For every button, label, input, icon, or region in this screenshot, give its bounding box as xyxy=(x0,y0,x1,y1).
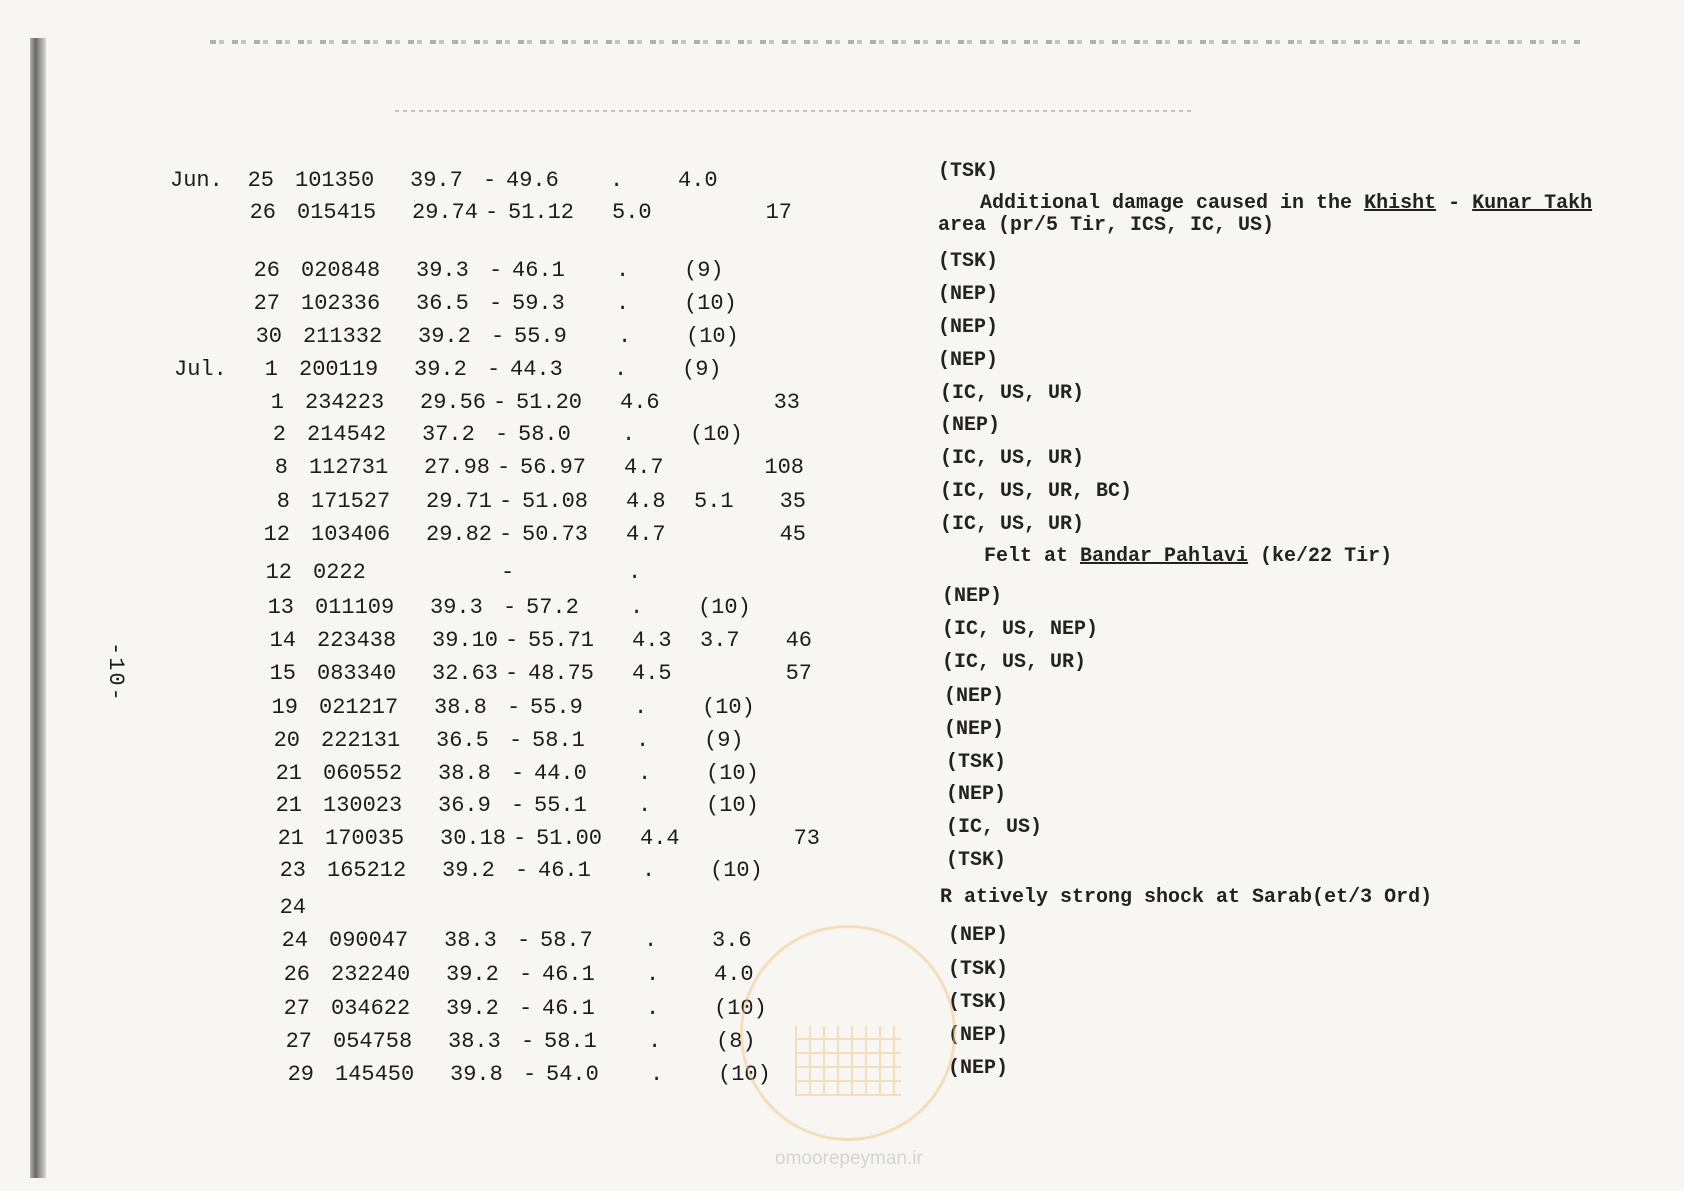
cell-lon: 58.7 xyxy=(540,928,593,953)
cell-day: 19 xyxy=(271,695,298,720)
cell-dash: - xyxy=(499,489,513,514)
cell-depth: 73 xyxy=(793,826,820,851)
cell-time: 145450 xyxy=(335,1062,415,1087)
remark: (NEP) xyxy=(938,349,999,372)
remark: (TSK) xyxy=(938,250,999,273)
cell-day: 8 xyxy=(276,489,290,514)
cell-ms: (10) xyxy=(686,324,739,349)
cell-lon: 55.9 xyxy=(530,695,583,720)
cell-mb: 4.8 xyxy=(626,489,666,514)
cell-lat: 36.5 xyxy=(416,291,469,316)
cell-mb: . xyxy=(610,168,624,193)
remark: area (pr/5 Tir, ICS, IC, US) xyxy=(938,214,1275,237)
cell-dash: - xyxy=(483,168,497,193)
cell-time: 103406 xyxy=(311,522,391,547)
cell-lat: 39.2 xyxy=(446,996,499,1021)
cell-time: 020848 xyxy=(301,258,381,283)
cell-day: 20 xyxy=(273,728,300,753)
cell-time: 171527 xyxy=(311,489,391,514)
cell-day: 8 xyxy=(274,455,288,480)
cell-time: 170035 xyxy=(325,826,405,851)
cell-dash: - xyxy=(503,595,517,620)
cell-depth: 17 xyxy=(765,200,792,225)
remark: (IC, US, UR) xyxy=(940,513,1085,536)
cell-lat: 39.3 xyxy=(430,595,483,620)
remark: (TSK) xyxy=(938,160,999,183)
cell-ms: (9) xyxy=(682,357,722,382)
cell-mb: 4.3 xyxy=(632,628,672,653)
cell-lat: 39.10 xyxy=(432,628,499,653)
cell-mb: . xyxy=(638,761,652,786)
cell-time: 112731 xyxy=(309,455,389,480)
remark: (NEP) xyxy=(944,685,1005,708)
cell-dash: - xyxy=(519,962,533,987)
cell-day: 26 xyxy=(283,962,310,987)
cell-day: 30 xyxy=(255,324,282,349)
cell-ms: (9) xyxy=(684,258,724,283)
cell-lat: 37.2 xyxy=(422,422,475,447)
cell-lat: 39.2 xyxy=(414,357,467,382)
cell-mb: . xyxy=(616,258,630,283)
cell-ms: (10) xyxy=(702,695,755,720)
cell-day: 29 xyxy=(287,1062,314,1087)
cell-time: 211332 xyxy=(303,324,383,349)
remark: (IC, US, UR) xyxy=(942,651,1087,674)
cell-dash: - xyxy=(511,793,525,818)
cell-ms: (10) xyxy=(690,422,743,447)
cell-time: 083340 xyxy=(317,661,397,686)
cell-dash: - xyxy=(495,422,509,447)
cell-lat: 32.63 xyxy=(432,661,499,686)
remark: (IC, US) xyxy=(946,816,1043,839)
cell-lon: 50.73 xyxy=(522,522,589,547)
cell-mb: . xyxy=(614,357,628,382)
cell-depth: 57 xyxy=(785,661,812,686)
cell-time: 130023 xyxy=(323,793,403,818)
watermark-text: omoorepeyman.ir xyxy=(775,1148,923,1169)
remark: (IC, US, UR, BC) xyxy=(940,480,1133,503)
remark: (NEP) xyxy=(948,1024,1009,1047)
cell-time: 060552 xyxy=(323,761,403,786)
cell-lat: 36.9 xyxy=(438,793,491,818)
remark: (IC, US, UR) xyxy=(940,382,1085,405)
cell-lat: 39.2 xyxy=(418,324,471,349)
cell-time: 102336 xyxy=(301,291,381,316)
cell-time: 034622 xyxy=(331,996,411,1021)
cell-mb: . xyxy=(644,928,658,953)
cell-day: 13 xyxy=(267,595,294,620)
cell-lon: 59.3 xyxy=(512,291,565,316)
cell-month: Jul. xyxy=(174,357,227,382)
cell-time: 015415 xyxy=(297,200,377,225)
cell-mb: . xyxy=(634,695,648,720)
cell-dash: - xyxy=(497,455,511,480)
cell-day: 27 xyxy=(285,1029,312,1054)
cell-lon: 55.9 xyxy=(514,324,567,349)
cell-day: 27 xyxy=(253,291,280,316)
cell-lat: 30.18 xyxy=(440,826,507,851)
cell-lon: 51.12 xyxy=(508,200,575,225)
cell-ms: 4.0 xyxy=(714,962,754,987)
cell-lon: 55.1 xyxy=(534,793,587,818)
cell-time: 0222 xyxy=(313,560,366,585)
cell-dash: - xyxy=(499,522,513,547)
cell-mb: 4.7 xyxy=(624,455,664,480)
remark: Additional damage caused in the Khisht - Kunar Takh xyxy=(980,192,1593,215)
cell-lon: 49.6 xyxy=(506,168,559,193)
watermark-seal xyxy=(740,925,956,1141)
cell-mb: 4.5 xyxy=(632,661,672,686)
cell-dash: - xyxy=(509,728,523,753)
cell-day: 25 xyxy=(247,168,274,193)
cell-lat: 36.5 xyxy=(436,728,489,753)
cell-lon: 46.1 xyxy=(512,258,565,283)
cell-day: 2 xyxy=(272,422,286,447)
cell-dash: - xyxy=(521,1029,535,1054)
cell-time: 101350 xyxy=(295,168,375,193)
cell-mb: . xyxy=(646,996,660,1021)
cell-lon: 56.97 xyxy=(520,455,587,480)
cell-dash: - xyxy=(505,661,519,686)
cell-time: 234223 xyxy=(305,390,385,415)
cell-lat: 29.74 xyxy=(412,200,479,225)
cell-lat: 38.3 xyxy=(444,928,497,953)
page-number: -10- xyxy=(103,642,128,703)
cell-mb: 4.4 xyxy=(640,826,680,851)
cell-time: 090047 xyxy=(329,928,409,953)
cell-dash: - xyxy=(513,826,527,851)
cell-depth: 46 xyxy=(785,628,812,653)
cell-mb: . xyxy=(648,1029,662,1054)
cell-dash: - xyxy=(489,258,503,283)
cell-day: 12 xyxy=(263,522,290,547)
cell-ms: (10) xyxy=(706,793,759,818)
cell-day: 24 xyxy=(281,928,308,953)
cell-lon: 46.1 xyxy=(538,858,591,883)
cell-lon: 58.1 xyxy=(532,728,585,753)
cell-lon: 55.71 xyxy=(528,628,595,653)
remark: R atively strong shock at Sarab(et/3 Ord) xyxy=(940,886,1433,909)
cell-mb: . xyxy=(618,324,632,349)
cell-month: Jun. xyxy=(170,168,223,193)
cell-ms: 4.0 xyxy=(678,168,718,193)
cell-ms: 5.1 xyxy=(694,489,734,514)
cell-lon: 51.08 xyxy=(522,489,589,514)
cell-time: 222131 xyxy=(321,728,401,753)
remark: (NEP) xyxy=(938,283,999,306)
cell-dash: - xyxy=(517,928,531,953)
cell-mb: 5.0 xyxy=(612,200,652,225)
cell-mb: 4.7 xyxy=(626,522,666,547)
cell-ms: (8) xyxy=(716,1029,756,1054)
remark: (NEP) xyxy=(948,1057,1009,1080)
cell-ms: (9) xyxy=(704,728,744,753)
cell-lat: 39.8 xyxy=(450,1062,503,1087)
cell-mb: . xyxy=(650,1062,664,1087)
cell-day: 14 xyxy=(269,628,296,653)
cell-ms: (10) xyxy=(684,291,737,316)
remark: (NEP) xyxy=(944,718,1005,741)
cell-time: 021217 xyxy=(319,695,399,720)
cell-day: 15 xyxy=(269,661,296,686)
cell-dash: - xyxy=(507,695,521,720)
top-scan-artifact-2 xyxy=(395,110,1195,112)
cell-time: 054758 xyxy=(333,1029,413,1054)
cell-dash: - xyxy=(493,390,507,415)
cell-lon: 46.1 xyxy=(542,996,595,1021)
cell-mb: . xyxy=(636,728,650,753)
cell-mb: . xyxy=(630,595,644,620)
cell-day: 1 xyxy=(270,390,284,415)
cell-day: 26 xyxy=(253,258,280,283)
cell-mb: . xyxy=(638,793,652,818)
cell-ms: (10) xyxy=(718,1062,771,1087)
cell-time: 214542 xyxy=(307,422,387,447)
cell-time: 232240 xyxy=(331,962,411,987)
cell-lon: 54.0 xyxy=(546,1062,599,1087)
cell-dash: - xyxy=(485,200,499,225)
cell-ms: (10) xyxy=(698,595,751,620)
cell-day: 21 xyxy=(275,761,302,786)
cell-time: 165212 xyxy=(327,858,407,883)
cell-lat: 39.2 xyxy=(442,858,495,883)
cell-lon: 51.00 xyxy=(536,826,603,851)
cell-dash: - xyxy=(487,357,501,382)
remark: (TSK) xyxy=(946,849,1007,872)
cell-ms: 3.6 xyxy=(712,928,752,953)
cell-ms: (10) xyxy=(706,761,759,786)
cell-lat: 38.3 xyxy=(448,1029,501,1054)
remark: (NEP) xyxy=(948,924,1009,947)
remark: (TSK) xyxy=(946,751,1007,774)
cell-lat: 27.98 xyxy=(424,455,491,480)
cell-lat: 38.8 xyxy=(434,695,487,720)
cell-lat: 29.71 xyxy=(426,489,493,514)
cell-mb: . xyxy=(628,560,642,585)
cell-dash: - xyxy=(515,858,529,883)
cell-lon: 48.75 xyxy=(528,661,595,686)
cell-dash: - xyxy=(519,996,533,1021)
remark: Felt at Bandar Pahlavi (ke/22 Tir) xyxy=(984,545,1393,568)
cell-day: 21 xyxy=(275,793,302,818)
cell-dash: - xyxy=(491,324,505,349)
cell-dash: - xyxy=(511,761,525,786)
remark: (NEP) xyxy=(938,316,999,339)
cell-depth: 35 xyxy=(779,489,806,514)
cell-lon: 58.1 xyxy=(544,1029,597,1054)
cell-day: 21 xyxy=(277,826,304,851)
cell-dash: - xyxy=(501,560,515,585)
cell-depth: 108 xyxy=(764,455,804,480)
cell-dash: - xyxy=(505,628,519,653)
cell-lon: 44.0 xyxy=(534,761,587,786)
cell-lon: 51.20 xyxy=(516,390,583,415)
cell-ms: (10) xyxy=(710,858,763,883)
cell-lat: 38.8 xyxy=(438,761,491,786)
remark: (NEP) xyxy=(946,783,1007,806)
cell-dash: - xyxy=(523,1062,537,1087)
cell-depth: 45 xyxy=(779,522,806,547)
cell-day: 27 xyxy=(283,996,310,1021)
cell-ms: (10) xyxy=(714,996,767,1021)
cell-day: 1 xyxy=(264,357,278,382)
cell-mb: . xyxy=(646,962,660,987)
cell-lat: 29.56 xyxy=(420,390,487,415)
cell-mb: . xyxy=(622,422,636,447)
cell-day: 23 xyxy=(279,858,306,883)
cell-depth: 33 xyxy=(773,390,800,415)
remark: (TSK) xyxy=(948,958,1009,981)
cell-lat: 39.2 xyxy=(446,962,499,987)
cell-lon: 46.1 xyxy=(542,962,595,987)
cell-ms: 3.7 xyxy=(700,628,740,653)
remark: (TSK) xyxy=(948,991,1009,1014)
remark: (NEP) xyxy=(942,585,1003,608)
cell-lon: 57.2 xyxy=(526,595,579,620)
cell-lat: 29.82 xyxy=(426,522,493,547)
cell-day: 26 xyxy=(249,200,276,225)
cell-day: 12 xyxy=(265,560,292,585)
remark: (IC, US, NEP) xyxy=(942,618,1099,641)
cell-lon: 44.3 xyxy=(510,357,563,382)
cell-mb: . xyxy=(616,291,630,316)
remark: (NEP) xyxy=(940,414,1001,437)
cell-lon: 58.0 xyxy=(518,422,571,447)
cell-day: 24 xyxy=(279,895,306,920)
cell-time: 011109 xyxy=(315,595,395,620)
top-scan-artifact xyxy=(210,40,1580,44)
cell-lat: 39.7 xyxy=(410,168,463,193)
cell-lat: 39.3 xyxy=(416,258,469,283)
cell-time: 200119 xyxy=(299,357,379,382)
cell-mb: . xyxy=(642,858,656,883)
remark: (IC, US, UR) xyxy=(940,447,1085,470)
cell-dash: - xyxy=(489,291,503,316)
cell-time: 223438 xyxy=(317,628,397,653)
binding-edge xyxy=(30,38,46,1178)
cell-mb: 4.6 xyxy=(620,390,660,415)
